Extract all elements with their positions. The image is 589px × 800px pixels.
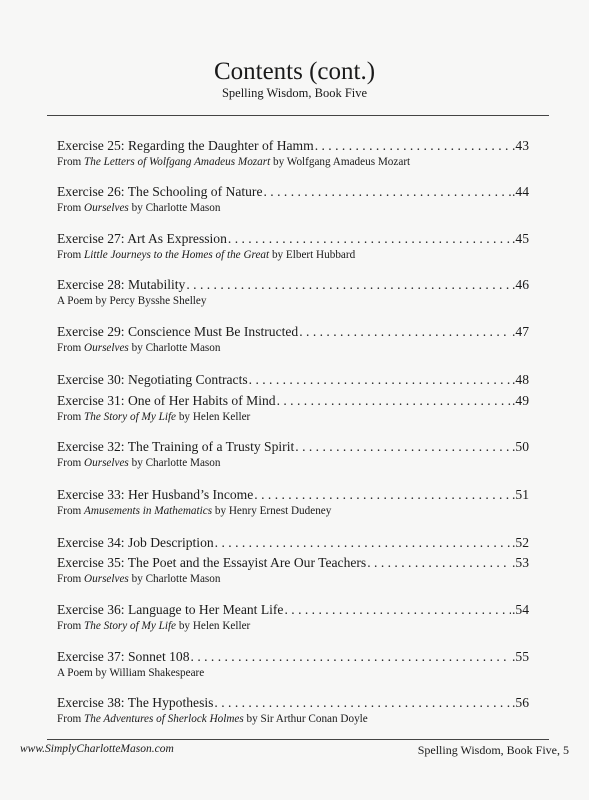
leader-dots [228, 231, 511, 247]
toc-entry-page: .54 [512, 602, 529, 617]
toc-entry-line [57, 231, 529, 247]
toc-entry-title: Exercise 32: The Training of a Trusty Spirit [57, 439, 295, 454]
toc-entry-source: From The Letters of Wolfgang Amadeus Mozart by Wolfgang Amadeus Mozart [57, 156, 411, 168]
toc-entry-source: From Amusements in Mathematics by Henry Ernest Dudeney [57, 505, 332, 517]
toc-entry-page: .44 [512, 184, 529, 199]
toc-entry-line [57, 277, 529, 293]
toc-entry [57, 277, 529, 308]
toc-entry-line [57, 555, 529, 571]
toc-entry-source: A Poem by William Shakespeare [57, 667, 205, 679]
toc-entry-title: Exercise 31: One of Her Habits of Mind [57, 393, 276, 408]
toc-entry [57, 602, 529, 633]
toc-entry-title: Exercise 37: Sonnet 108 [57, 649, 190, 664]
toc-entry-line [57, 372, 529, 388]
toc-entry-title: Exercise 36: Language to Her Meant Life [57, 602, 284, 617]
toc-entry-title: Exercise 29: Conscience Must Be Instructed [57, 324, 299, 339]
footer-website: www.SimplyCharlotteMason.com [20, 743, 174, 755]
toc-entry-page: .49 [512, 393, 529, 408]
toc-entry-title: Exercise 27: Art As Expression [57, 231, 227, 246]
toc-entry-line [57, 487, 529, 503]
leader-dots [214, 695, 511, 711]
toc-entry [57, 487, 529, 518]
toc-entry-page: .43 [512, 138, 529, 153]
toc-entry-line [57, 649, 529, 665]
leader-dots [367, 555, 511, 571]
toc-entry-title: Exercise 25: Regarding the Daughter of Hamm [57, 138, 314, 153]
leader-dots [254, 487, 511, 503]
toc-entry-source: From Ourselves by Charlotte Mason [57, 573, 221, 585]
toc-entry-title: Exercise 34: Job Description [57, 535, 214, 550]
toc-entry-page: .56 [512, 695, 529, 710]
toc-entry-title: Exercise 38: The Hypothesis [57, 695, 214, 710]
toc-entry-page: .47 [512, 324, 529, 339]
leader-dots [249, 372, 511, 388]
toc-entry-page: .50 [512, 439, 529, 454]
toc-entry [57, 649, 529, 680]
toc-entry [57, 439, 529, 470]
page-title: Contents (cont.) [213, 58, 376, 85]
toc-entry-line [57, 184, 529, 200]
toc-entry [57, 324, 529, 355]
toc-entry [57, 695, 529, 726]
toc-entry-source: From The Story of My Life by Helen Keller [57, 620, 251, 632]
toc-entry-page: .45 [512, 231, 529, 246]
toc-entry-page: .55 [512, 649, 529, 664]
toc-entry-title: Exercise 26: The Schooling of Nature [57, 184, 263, 199]
top-rule [47, 115, 549, 116]
leader-dots [299, 324, 511, 340]
toc-entry-page: .48 [512, 372, 529, 387]
toc-entry-page: .46 [512, 277, 529, 292]
toc-entry [57, 535, 529, 551]
leader-dots [186, 277, 511, 293]
toc-entry-page: .51 [512, 487, 529, 502]
leader-dots [315, 138, 511, 154]
toc-entry-page: .52 [512, 535, 529, 550]
toc-entry-line [57, 535, 529, 551]
toc-entry [57, 184, 529, 215]
toc-entry [57, 231, 529, 262]
toc-entry-line [57, 439, 529, 455]
toc-entry-source: From The Story of My Life by Helen Keller [57, 411, 251, 423]
toc-entry [57, 372, 529, 388]
leader-dots [295, 439, 511, 455]
toc-entry-source: From Ourselves by Charlotte Mason [57, 457, 221, 469]
toc-entry-page: .53 [512, 555, 529, 570]
leader-dots [284, 602, 511, 618]
leader-dots [277, 393, 511, 409]
bottom-rule [47, 739, 549, 740]
toc-entry-title: Exercise 35: The Poet and the Essayist Are Our Teachers [57, 555, 367, 570]
toc-entry-source: A Poem by Percy Bysshe Shelley [57, 295, 207, 307]
toc-entry [57, 138, 529, 169]
toc-entry-source: From The Adventures of Sherlock Holmes by Sir Arthur Conan Doyle [57, 713, 368, 725]
toc-entry-line [57, 138, 529, 154]
toc-entry-title: Exercise 30: Negotiating Contracts [57, 372, 248, 387]
footer-page-label: Spelling Wisdom, Book Five, 5 [417, 743, 569, 757]
toc-entry-line [57, 393, 529, 409]
toc-entry-source: From Little Journeys to the Homes of the Great by Elbert Hubbard [57, 249, 356, 261]
page-subtitle: Spelling Wisdom, Book Five [221, 86, 368, 100]
toc-entry-line [57, 324, 529, 340]
leader-dots [215, 535, 511, 551]
toc-entry [57, 555, 529, 586]
toc-entry [57, 393, 529, 424]
leader-dots [264, 184, 512, 200]
toc-entry-line [57, 602, 529, 618]
leader-dots [191, 649, 511, 665]
toc-entry-title: Exercise 28: Mutability [57, 277, 186, 292]
toc-entry-source: From Ourselves by Charlotte Mason [57, 202, 221, 214]
toc-entry-line [57, 695, 529, 711]
toc-entry-title: Exercise 33: Her Husband’s Income [57, 487, 254, 502]
toc-entry-source: From Ourselves by Charlotte Mason [57, 342, 221, 354]
